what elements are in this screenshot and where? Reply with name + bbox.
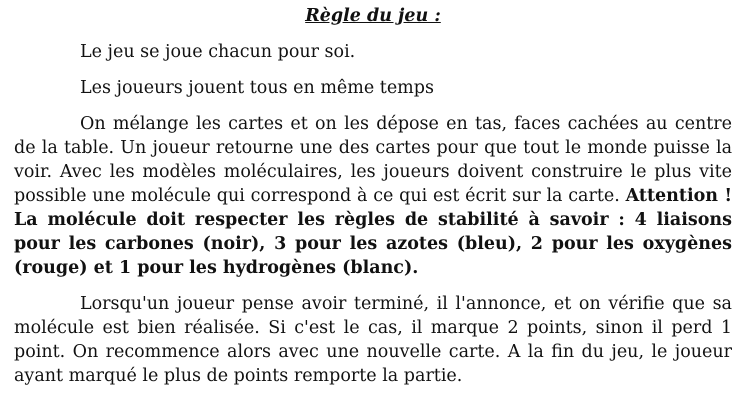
paragraph-rule-gameplay [14, 112, 732, 280]
paragraph-rule-simultaneous: Les joueurs jouent tous en même temps [80, 78, 434, 98]
paragraph-rule-scoring: Lorsqu'un joueur pense avoir terminé, il l'annonce, et on vérifie que sa molécule est bien réalisée. Si c'est le cas, il marque 2 points, sinon il perd 1 point. On recommence alors avec une nouvelle carte. A la fin du jeu, le joueur ayant marqué le plus de points remporte la partie. [14, 294, 732, 386]
stability-rules-warning: Attention ! La molécule doit respecter les règles de stabilité à savoir : 4 liaisons pour les carbones (noir), 3 pour les azotes (bleu), 2 pour les oxygènes (rouge) et 1 pour les hydrogènes (blanc). [14, 186, 733, 278]
document-title: Règle du jeu : [305, 6, 441, 26]
paragraph-rule-individual: Le jeu se joue chacun pour soi. [80, 42, 356, 62]
document-page [14, 4, 732, 400]
gameplay-text: On mélange les cartes et on les dépose en tas, faces cachées au centre de la table. Un joueur retourne une des cartes pour que tout le monde puisse la voir. Avec les modèles moléculaires, les joueurs doivent construire le plus vite possible une molécule qui correspond à ce qui est écrit sur la carte. [14, 114, 732, 206]
